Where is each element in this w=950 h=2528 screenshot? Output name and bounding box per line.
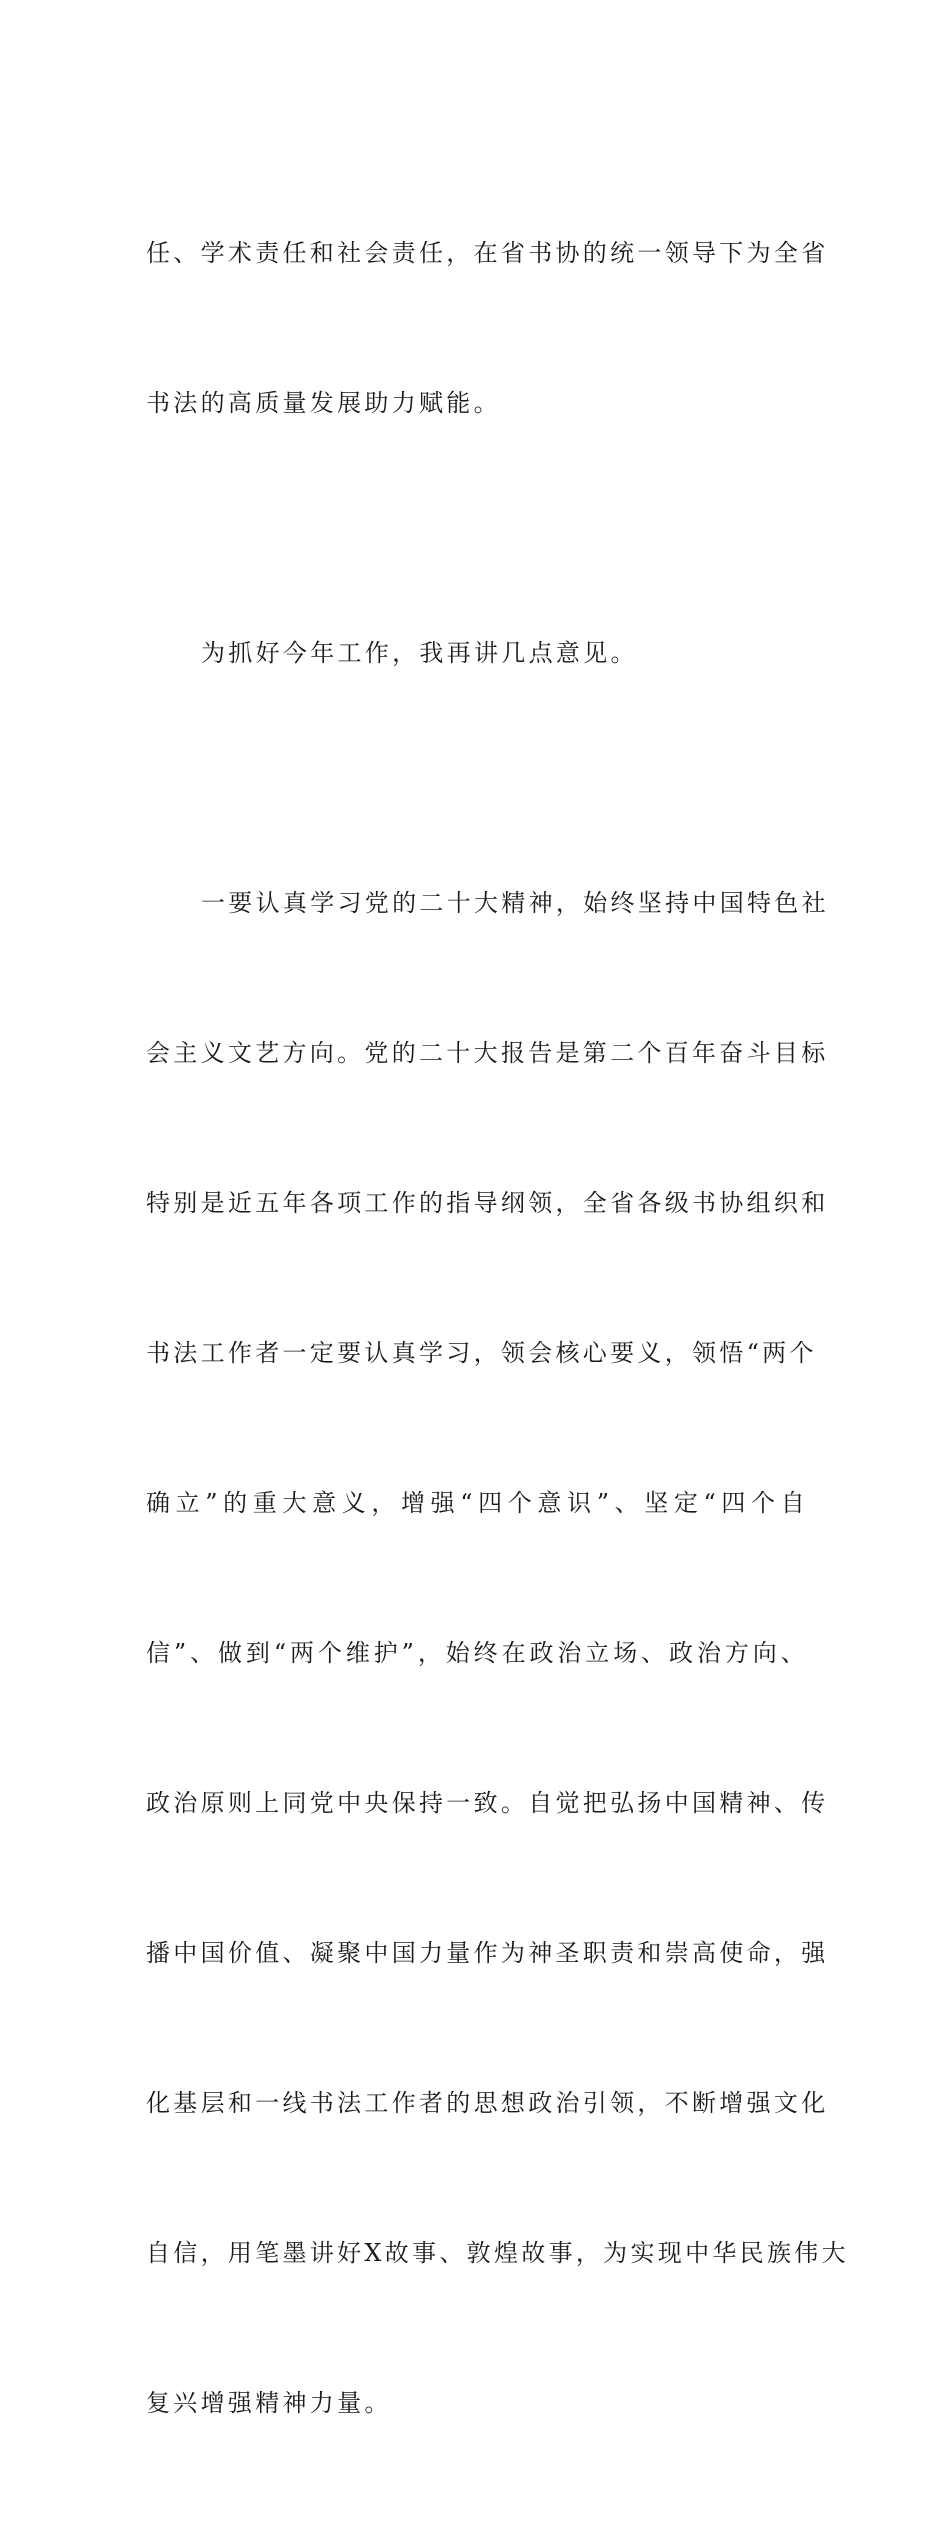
text-line: 为抓好今年工作，我再讲几点意见。 bbox=[201, 639, 638, 667]
body-text bbox=[146, 128, 849, 2528]
text-line: 书法工作者一定要认真学习，领会核心要义，领悟“两个 bbox=[146, 1339, 817, 1367]
text-line: 信”、做到“两个维护”，始终在政治立场、政治方向、 bbox=[146, 1639, 808, 1667]
text-line: 书法的高质量发展助力赋能。 bbox=[146, 389, 501, 417]
paragraph-continuation bbox=[146, 128, 829, 528]
text-line: 任、学术责任和社会责任，在省书协的统一领导下为全省 bbox=[146, 239, 829, 267]
text-line: 化基层和一线书法工作者的思想政治引领，不断增强文化 bbox=[146, 2089, 829, 2117]
text-line: 复兴增强精神力量。 bbox=[146, 2389, 392, 2417]
text-line: 特别是近五年各项工作的指导纲领，全省各级书协组织和 bbox=[146, 1189, 829, 1217]
paragraph-intro bbox=[146, 528, 808, 778]
text-line: 一要认真学习党的二十大精神，始终坚持中国特色社 bbox=[201, 889, 829, 917]
text-line: 播中国价值、凝聚中国力量作为神圣职责和崇高使命，强 bbox=[146, 1939, 829, 1967]
text-line: 会主义文艺方向。党的二十大报告是第二个百年奋斗目标 bbox=[146, 1039, 829, 1067]
text-line: 政治原则上同党中央保持一致。自觉把弘扬中国精神、传 bbox=[146, 1789, 829, 1817]
text-line: 自信，用笔墨讲好X故事、敦煌故事，为实现中华民族伟大 bbox=[146, 2239, 849, 2267]
text-line: 确立”的重大意义，增强“四个意识”、坚定“四个自 bbox=[146, 1489, 808, 1517]
paragraph-point-one bbox=[146, 778, 849, 2528]
